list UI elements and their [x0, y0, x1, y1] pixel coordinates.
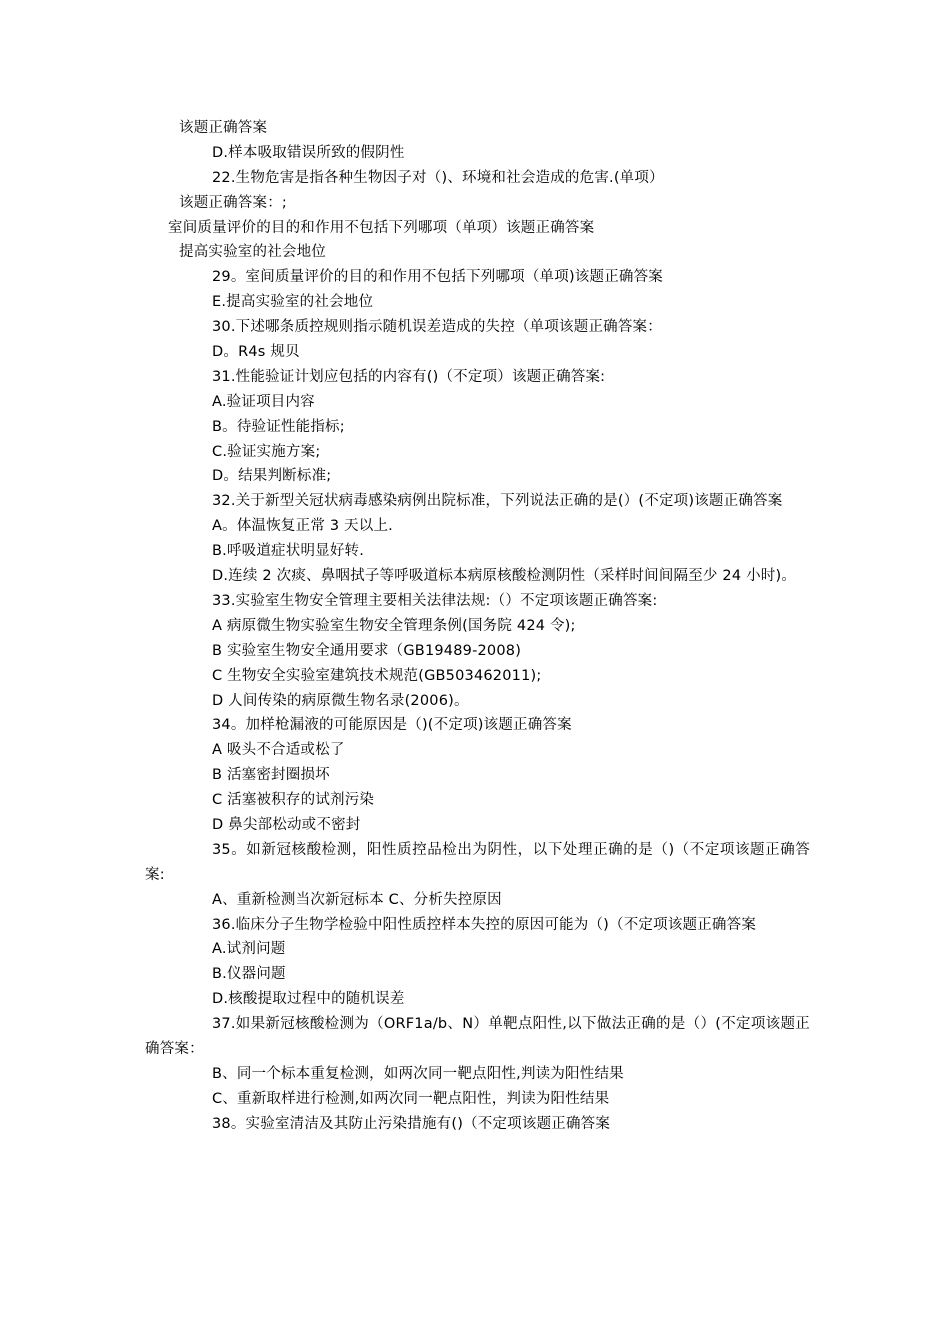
answer-option: C、重新取样进行检测,如两次同一靶点阳性，判读为阳性结果	[212, 1090, 610, 1107]
question-33: 33.实验室生物安全管理主要相关法律法规:（）不定项该题正确答案:	[212, 592, 658, 609]
answer-option: D.核酸提取过程中的随机误差	[212, 991, 405, 1008]
document-body	[145, 116, 810, 1137]
answer-option: D.连续 2 次痰、鼻咽拭子等呼吸道标本病原核酸检测阴性（采样时间间隔至少 24 小时)。	[212, 568, 797, 585]
text-line: 该题正确答案：;	[179, 194, 287, 211]
answer-option: C 生物安全实验室建筑技术规范(GB503462011);	[212, 667, 542, 684]
answer-option: B、同一个标本重复检测，如两次同一靶点阳性,判读为阳性结果	[212, 1065, 624, 1082]
question-34: 34。加样枪漏液的可能原因是（)(不定项)该题正确答案	[212, 717, 572, 734]
text-line: 提高实验室的社会地位	[179, 244, 326, 261]
answer-option: D.样本吸取错误所致的假阴性	[212, 144, 405, 161]
answer-option: D。R4s 规贝	[212, 344, 300, 361]
question-35: 35。如新冠核酸检测，阳性质控品检出为阴性，以下处理正确的是（)（不定项该题正确答案:	[145, 841, 810, 883]
question-38: 38。实验室清洁及其防止污染措施有()（不定项该题正确答案	[212, 1115, 611, 1132]
answer-option: A.验证项目内容	[212, 393, 315, 410]
answer-option: B 活塞密封圈损坏	[212, 767, 330, 784]
answer-option: E.提高实验室的社会地位	[212, 294, 374, 311]
answer-option: B.呼吸道症状明显好转.	[212, 543, 365, 560]
question-32: 32.关于新型关冠状病毒感染病例出院标准，下列说法正确的是(）(不定项)该题正确答案	[212, 493, 783, 510]
answer-option: A、重新检测当次新冠标本 C、分析失控原因	[212, 891, 502, 908]
question-30: 30.下述哪条质控规则指示随机误差造成的失控（单项该题正确答案：	[212, 319, 662, 336]
answer-option: C.验证实施方案;	[212, 443, 321, 460]
question-29: 29。室间质量评价的目的和作用不包括下列哪项（单项)该题正确答案	[212, 269, 664, 286]
question-22: 22.生物危害是指各种生物因子对（)、环境和社会造成的危害.(单项）	[212, 169, 664, 186]
answer-option: A.试剂问题	[212, 941, 286, 958]
question-36: 36.临床分子生物学检验中阳性质控样本失控的原因可能为（)（不定项该题正确答案	[212, 916, 757, 933]
text-line: 该题正确答案	[179, 120, 268, 136]
answer-option: D 人间传染的病原微生物名录(2006)。	[212, 692, 469, 709]
question-37: 37.如果新冠核酸检测为（ORF1a/b、N）单靶点阳性,以下做法正确的是（）(不定项该题正确答案：	[145, 1016, 810, 1058]
answer-option: A。体温恢复正常 3 天以上.	[212, 518, 393, 535]
answer-option: A 病原微生物实验室生物安全管理条例(国务院 424 令);	[212, 617, 576, 634]
question-31: 31.性能验证计划应包括的内容有()（不定项）该题正确答案:	[212, 368, 606, 385]
answer-option: A 吸头不合适或松了	[212, 742, 345, 759]
answer-option: B。待验证性能指标;	[212, 418, 345, 435]
answer-option: D 鼻尖部松动或不密封	[212, 816, 361, 833]
answer-option: B.仪器问题	[212, 966, 286, 983]
text-line: 室间质量评价的目的和作用不包括下列哪项（单项）该题正确答案	[168, 219, 595, 236]
answer-option: D。结果判断标准;	[212, 468, 332, 485]
answer-option: C 活塞被积存的试剂污染	[212, 792, 375, 809]
answer-option: B 实验室生物安全通用要求（GB19489-2008)	[212, 642, 522, 659]
